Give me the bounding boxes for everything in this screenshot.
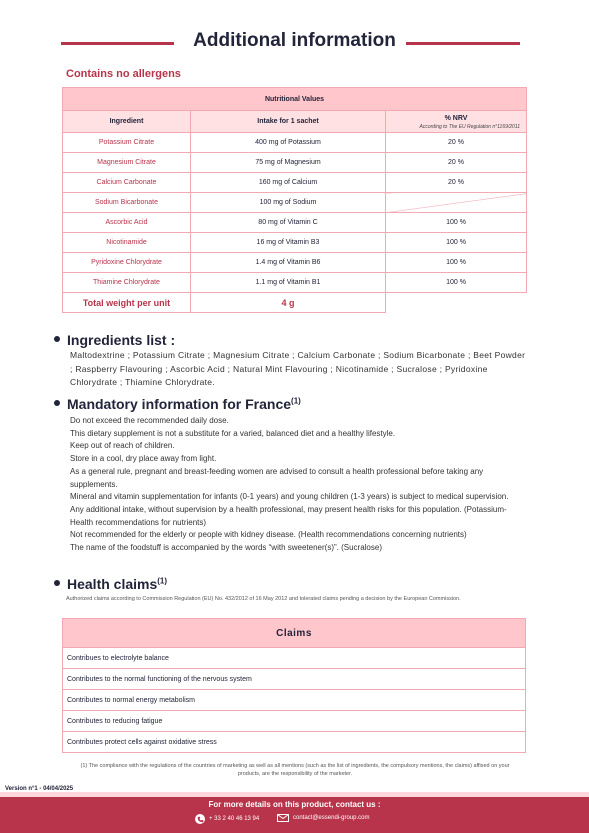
intake-cell: 160 mg of Calcium — [191, 173, 386, 193]
mandatory-info — [70, 415, 530, 555]
footnote: (1) The compliance with the regulations of the countries of marketing as well as all mentions (such as the list of ingredients, the compulsory mentions, the claims) affixed on your products, are the responsibility of the marketer. — [80, 763, 510, 777]
footer-email[interactable] — [277, 814, 369, 822]
nrv-cell: 100 % — [386, 253, 527, 273]
email-address[interactable]: contact@essendi-group.com — [293, 815, 370, 821]
claim-row — [63, 690, 526, 711]
nrv-regulation-note: According to The EU Regulation n°1169/2011 — [419, 124, 521, 130]
col-header-nrv — [386, 111, 527, 133]
nutrition-row — [63, 213, 527, 233]
footer-phone[interactable] — [195, 814, 259, 824]
claim-cell: Contribues to electrolyte balance — [63, 648, 526, 669]
nutrition-row — [63, 173, 527, 193]
page-title: Additional information — [193, 30, 396, 51]
ingredient-cell: Nicotinamide — [63, 233, 191, 253]
total-weight-value: 4 g — [191, 293, 386, 313]
nutrition-row — [63, 193, 527, 213]
health-claims-heading: Health claims$^{(1)}$ — [54, 576, 167, 592]
authorized-claims-note: Authorized claims according to Commission Regulation (EU) No. 432/2012 of 16 May 2012 and tolerated claims pending a decision by the European Commission. — [66, 596, 461, 602]
mandatory-line: Any additional intake, without supervision by a health professional, may present health risks for this population. (Potassium- Health recommendations for nutrients) — [70, 504, 507, 527]
nutrition-row — [63, 133, 527, 153]
claims-table — [62, 618, 526, 753]
ingredient-cell: Pyridoxine Chlorydrate — [63, 253, 191, 273]
nutrition-table-title: Nutritional Values — [63, 88, 527, 111]
bullet-icon — [54, 400, 60, 406]
footer — [0, 797, 589, 833]
ingredient-cell: Thiamine Chlorydrate — [63, 273, 191, 293]
total-weight-label: Total weight per unit — [63, 293, 191, 313]
ingredients-list: Maltodextrine ; Potassium Citrate ; Magnesium Citrate ; Calcium Carbonate ; Sodium Bicarbonate ; Beet Powder ; Raspberry Flavouring ; Ascorbic Acid ; Natural Mint Flavouring ; Nicotinamide ; Sucralose ; Pyridoxine Chlorydrate ; Thiamine Chlorydrate. — [70, 350, 526, 387]
bullet-icon — [54, 336, 60, 342]
mandatory-line: As a general rule, pregnant and breast-feeding women are advised to consult a health professional before taking any supplements. — [70, 466, 484, 489]
phone-number[interactable]: + 33 2 40 46 13 94 — [209, 816, 260, 822]
claim-cell: Contributes to the normal functioning of the nervous system — [63, 669, 526, 690]
bullet-icon — [54, 580, 60, 586]
ingredient-cell: Calcium Carbonate — [63, 173, 191, 193]
claim-cell: Contributes protect cells against oxidative stress — [63, 732, 526, 753]
title-divider-right — [406, 42, 520, 45]
phone-icon — [195, 814, 205, 824]
total-blank-cell — [386, 293, 527, 313]
mandatory-line: This dietary supplement is not a substitute for a varied, balanced diet and a healthy lifestyle. — [70, 428, 396, 438]
mandatory-heading: Mandatory information for France$^{(1)}$ — [54, 396, 301, 412]
mandatory-line: Store in a cool, dry place away from light. — [70, 454, 217, 464]
claim-row — [63, 648, 526, 669]
mail-icon — [277, 814, 289, 822]
nrv-cell — [386, 193, 527, 213]
col-header-intake: Intake for 1 sachet — [191, 111, 386, 133]
mandatory-line: Not recommended for the elderly or people with kidney disease. (Health recommendations concerning nutrients) — [70, 530, 467, 540]
intake-cell: 100 mg of Sodium — [191, 193, 386, 213]
ingredient-cell: Magnesium Citrate — [63, 153, 191, 173]
claim-row — [63, 669, 526, 690]
intake-cell: 75 mg of Magnesium — [191, 153, 386, 173]
claim-row — [63, 732, 526, 753]
nrv-cell: 20 % — [386, 133, 527, 153]
nrv-cell: 100 % — [386, 213, 527, 233]
nrv-cell: 100 % — [386, 233, 527, 253]
nutrition-table — [62, 87, 527, 313]
ingredient-cell: Sodium Bicarbonate — [63, 193, 191, 213]
mandatory-line: Keep out of reach of children. — [70, 441, 175, 451]
ingredient-cell: Potassium Citrate — [63, 133, 191, 153]
version-label: Version n°1 - 04/04/2025 — [5, 786, 74, 792]
claims-header: Claims — [63, 619, 526, 648]
claim-cell: Contributes to normal energy metabolism — [63, 690, 526, 711]
nrv-cell: 20 % — [386, 173, 527, 193]
nutrition-row — [63, 153, 527, 173]
mandatory-line: Mineral and vitamin supplementation for infants (0-1 years) and young children (1-3 years) is subject to medical supervision. — [70, 492, 509, 502]
claim-row — [63, 711, 526, 732]
mandatory-line: Do not exceed the recommended daily dose. — [70, 416, 229, 425]
intake-cell: 16 mg of Vitamin B3 — [191, 233, 386, 253]
intake-cell: 400 mg of Potassium — [191, 133, 386, 153]
nrv-cell: 100 % — [386, 273, 527, 293]
ingredients-heading: Ingredients list : — [54, 332, 175, 348]
col-header-ingredient: Ingredient — [63, 111, 191, 133]
title-row — [0, 30, 589, 56]
claim-cell: Contributes to reducing fatigue — [63, 711, 526, 732]
ingredient-cell: Ascorbic Acid — [63, 213, 191, 233]
intake-cell: 80 mg of Vitamin C — [191, 213, 386, 233]
allergens-note: Contains no allergens — [66, 68, 181, 80]
mandatory-line: The name of the foodstuff is accompanied by the words “with sweetener(s)”. (Sucralose) — [70, 543, 382, 553]
nutrition-row — [63, 273, 527, 293]
nutrition-row — [63, 253, 527, 273]
nrv-label: % NRV — [444, 115, 468, 122]
nutrition-row — [63, 233, 527, 253]
intake-cell: 1.4 mg of Vitamin B6 — [191, 253, 386, 273]
footer-heading: For more details on this product, contact us : — [208, 800, 381, 809]
intake-cell: 1.1 mg of Vitamin B1 — [191, 273, 386, 293]
nrv-cell: 20 % — [386, 153, 527, 173]
